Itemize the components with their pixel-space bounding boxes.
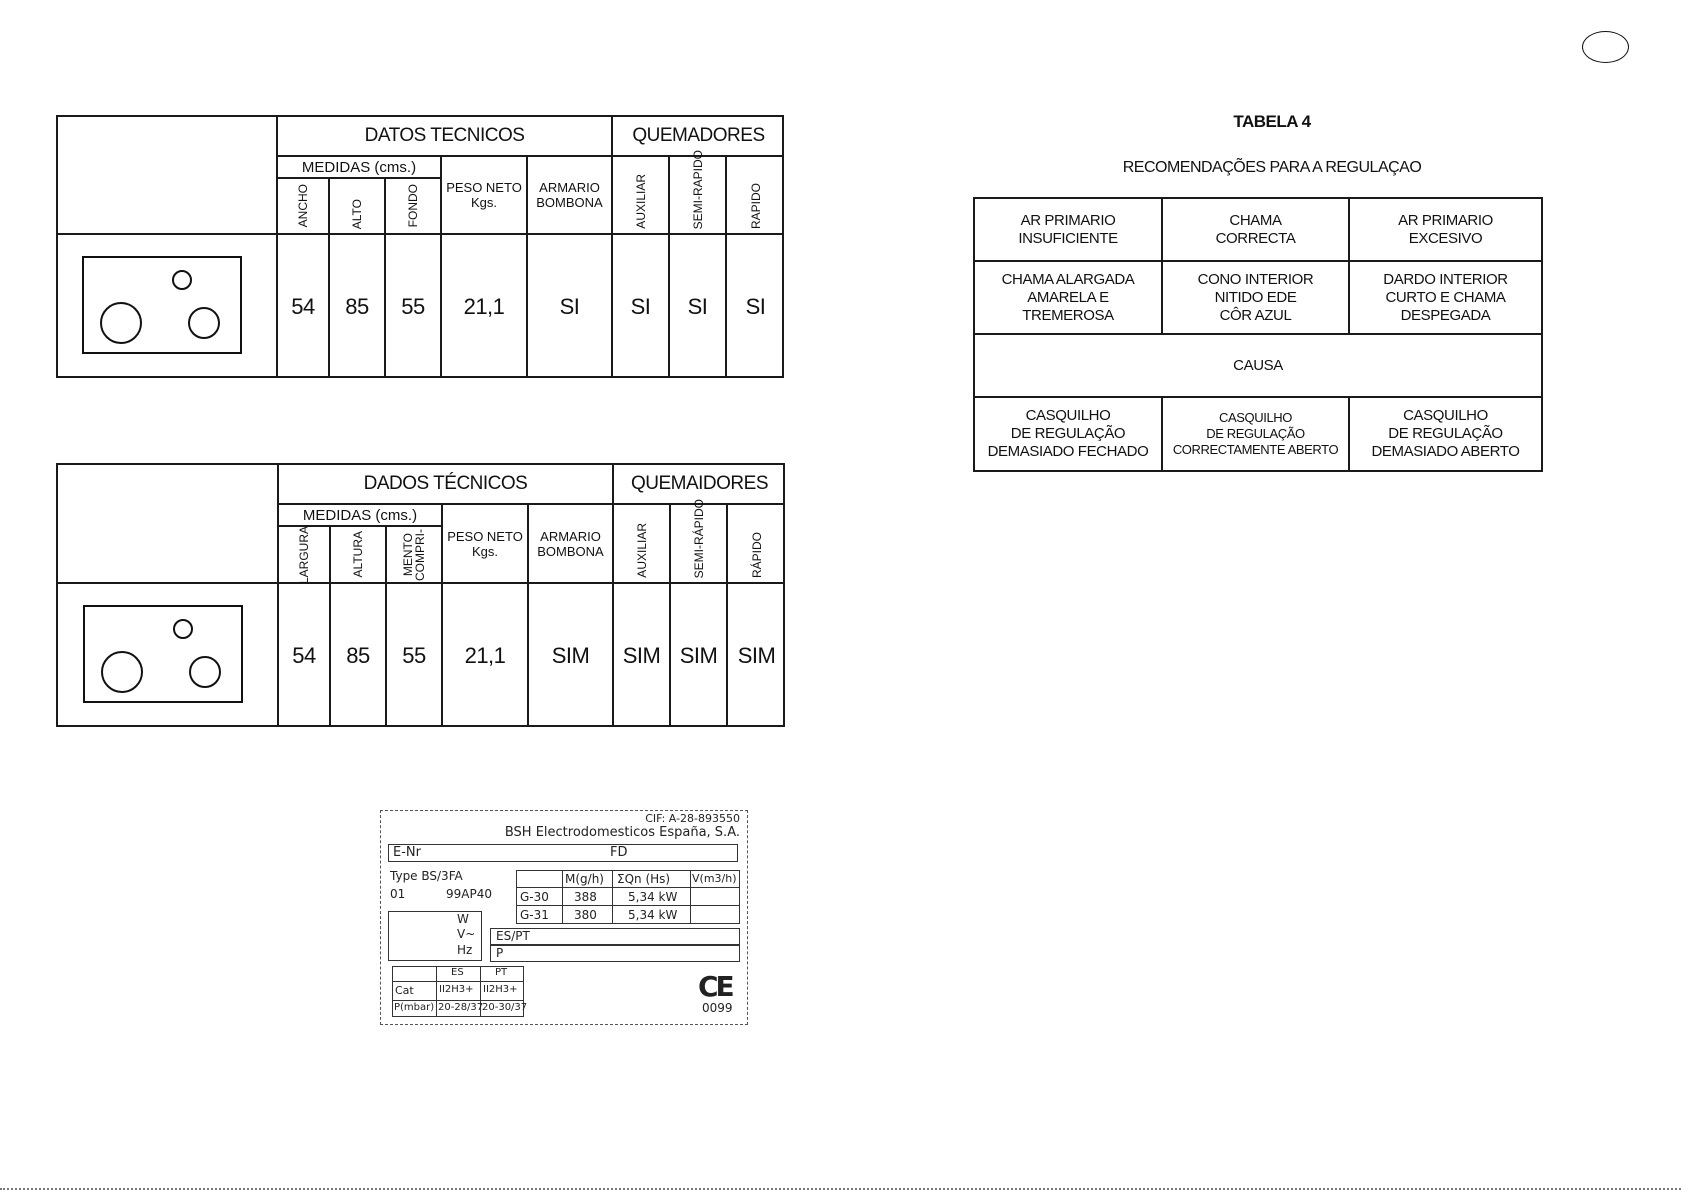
value-armario-pt: SIM xyxy=(551,642,590,668)
cell-casquilho-correcto xyxy=(1163,398,1348,470)
col-peso-unit: Kgs. xyxy=(470,195,497,210)
plate-pmbar: P(mbar) xyxy=(394,1002,435,1013)
col-semi-rapido-pt: SEMI-RÁPIDO xyxy=(691,498,706,578)
plate-espt: ES/PT xyxy=(496,929,530,943)
cell-chama-alargada xyxy=(975,262,1161,333)
col-bombona: BOMBONA xyxy=(536,195,603,210)
plate-es: ES xyxy=(451,967,464,978)
header-quemadores: QUEMADORES xyxy=(632,125,765,146)
burner-auxiliar-icon xyxy=(173,271,191,289)
header-datos-tecnicos: DATOS TECNICOS xyxy=(364,125,525,146)
spec-table-es xyxy=(56,115,784,378)
tabela4-subtitle: RECOMENDAÇÕES PARA A REGULAÇAO xyxy=(1122,159,1422,176)
cell-line: CONO INTERIOR xyxy=(1197,270,1314,288)
plate-cif: CIF: A-28-893550 xyxy=(645,812,740,825)
cell-dardo-interior xyxy=(1350,262,1541,333)
col-comprimento-a: MENTO xyxy=(401,532,415,577)
hob-diagram-pt xyxy=(83,605,243,703)
value-auxiliar-pt: SIM xyxy=(622,642,661,668)
value-altura: 85 xyxy=(346,642,370,668)
cell-causa: CAUSA xyxy=(1233,356,1283,374)
cell-casquilho-fechado xyxy=(975,398,1161,470)
plate-cat-es: II2H3+ xyxy=(439,984,474,995)
cell-line: DE REGULAÇÃO xyxy=(1388,425,1503,442)
plate-col-m: M(g/h) xyxy=(565,872,604,886)
cell-line: AR PRIMARIO xyxy=(1398,211,1493,229)
tabela4-title: TABELA 4 xyxy=(1233,112,1311,131)
cell-cono-interior xyxy=(1163,262,1348,333)
plate-gas2-m: 380 xyxy=(574,908,597,922)
value-auxiliar: SI xyxy=(630,293,651,319)
col-rapido-pt: RÁPIDO xyxy=(749,531,764,578)
burner-rapido-icon xyxy=(101,303,141,343)
cell-ar-insuficiente xyxy=(975,199,1161,260)
plate-pt: PT xyxy=(495,967,508,978)
col-comprimento-b: COMPRI- xyxy=(413,528,427,581)
header-medidas-pt: MEDIDAS (cms.) xyxy=(302,506,418,524)
value-fondo: 55 xyxy=(401,293,425,319)
plate-w: W xyxy=(457,912,469,926)
cell-line: DEMASIADO FECHADO xyxy=(987,443,1149,460)
value-peso: 21,1 xyxy=(463,293,505,319)
plate-cat-pt: II2H3+ xyxy=(483,984,518,995)
cell-line: TREMEROSA xyxy=(1022,306,1114,324)
ce-mark-icon: CE xyxy=(698,970,732,1003)
header-dados-tecnicos: DADOS TÉCNICOS xyxy=(363,473,528,494)
cell-line: AMARELA E xyxy=(1027,288,1109,306)
plate-v: V~ xyxy=(457,927,476,941)
hob-diagram xyxy=(82,256,242,354)
cell-line: INSUFICIENTE xyxy=(1018,229,1118,247)
header-medidas: MEDIDAS (cms.) xyxy=(301,158,417,176)
plate-gas1-m: 388 xyxy=(574,890,597,904)
plate-company: BSH Electrodomesticos España, S.A. xyxy=(504,825,740,840)
cell-chama-correcta xyxy=(1163,199,1348,260)
plate-gas-table xyxy=(516,870,740,924)
col-altura: ALTURA xyxy=(351,531,365,578)
cell-line: CÔR AZUL xyxy=(1219,306,1292,324)
value-armario: SI xyxy=(559,293,580,319)
burner-semirapido-icon xyxy=(189,308,219,338)
value-rapido: SI xyxy=(745,293,766,319)
col-peso-unit-pt: Kgs. xyxy=(471,543,498,559)
plate-col-q: ΣQn (Hs) xyxy=(617,872,671,886)
page-number-badge xyxy=(1582,31,1629,63)
burner-semirapido-icon xyxy=(190,657,220,687)
plate-gas2-q: 5,34 kW xyxy=(628,908,678,922)
cell-line: CURTO E CHAMA xyxy=(1385,288,1506,306)
tabela4-table xyxy=(973,197,1543,472)
col-fondo: FONDO xyxy=(406,184,420,228)
col-rapido: RAPIDO xyxy=(748,182,763,229)
cell-line: CHAMA xyxy=(1229,211,1282,229)
col-largura: LARGURA xyxy=(297,525,311,584)
cell-line: DARDO INTERIOR xyxy=(1383,270,1508,288)
cell-line: CORRECTA xyxy=(1215,229,1296,247)
col-semi-rapido: SEMI-RAPIDO xyxy=(690,149,705,229)
col-auxiliar-pt: AUXILIAR xyxy=(634,523,649,578)
value-semi-rapido: SI xyxy=(687,293,708,319)
page-bottom-edge xyxy=(0,1188,1681,1190)
plate-ce-number: 0099 xyxy=(702,1001,733,1015)
plate-type: Type BS/3FA xyxy=(390,869,463,883)
cell-line: EXCESIVO xyxy=(1408,229,1483,247)
plate-cat: Cat xyxy=(395,984,414,997)
burner-rapido-icon xyxy=(102,652,142,692)
cell-line: AR PRIMARIO xyxy=(1020,211,1116,229)
plate-gas1: G-30 xyxy=(520,890,549,904)
plate-enr: E-Nr xyxy=(393,845,421,860)
col-peso-neto-pt: PESO NETO xyxy=(447,528,523,544)
value-alto: 85 xyxy=(345,293,369,319)
value-comprimento: 55 xyxy=(402,642,426,668)
spec-table-pt xyxy=(56,463,785,727)
burner-auxiliar-icon xyxy=(174,620,192,638)
cell-line: DEMASIADO ABERTO xyxy=(1371,443,1520,460)
rating-plate xyxy=(380,810,748,1025)
plate-p-pt: 20-30/37 xyxy=(482,1002,528,1013)
cell-line: CASQUILHO xyxy=(1403,407,1488,424)
plate-col-v: V(m3/h) xyxy=(692,872,737,885)
cell-line: CASQUILHO xyxy=(1219,410,1292,425)
col-bombona-pt: BOMBONA xyxy=(537,543,604,559)
value-peso-pt: 21,1 xyxy=(464,642,506,668)
col-ancho: ANCHO xyxy=(296,184,310,228)
plate-gas2: G-31 xyxy=(520,908,549,922)
cell-line: DESPEGADA xyxy=(1400,306,1491,324)
cell-line: DE REGULAÇÃO xyxy=(1010,425,1126,442)
plate-model-left: 01 xyxy=(390,887,406,901)
cell-line: DE REGULAÇÃO xyxy=(1206,426,1305,441)
col-alto: ALTO xyxy=(350,198,364,229)
col-auxiliar: AUXILIAR xyxy=(633,174,648,229)
cell-line: NITIDO EDE xyxy=(1214,288,1297,306)
cell-line: CHAMA ALARGADA xyxy=(1001,270,1135,288)
header-quemaidores: QUEMAIDORES xyxy=(630,473,769,494)
value-ancho: 54 xyxy=(291,293,315,319)
col-armario: ARMARIO xyxy=(539,180,600,195)
value-rapido-pt: SIM xyxy=(737,642,776,668)
cell-line: CORRECTAMENTE ABERTO xyxy=(1172,442,1339,457)
plate-gas1-q: 5,34 kW xyxy=(628,890,678,904)
col-armario-pt: ARMARIO xyxy=(540,528,601,544)
col-peso-neto: PESO NETO xyxy=(446,180,522,195)
plate-model-right: 99AP40 xyxy=(446,887,492,901)
cell-casquilho-aberto xyxy=(1350,398,1541,470)
plate-category-table xyxy=(392,966,528,1017)
plate-p: P xyxy=(496,946,504,960)
value-semi-rapido-pt: SIM xyxy=(679,642,718,668)
cell-ar-excesivo xyxy=(1350,199,1541,260)
plate-p-es: 20-28/37 xyxy=(438,1002,484,1013)
plate-fd: FD xyxy=(610,845,628,860)
plate-hz: Hz xyxy=(457,943,473,957)
value-largura: 54 xyxy=(292,642,316,668)
cell-line: CASQUILHO xyxy=(1025,407,1111,424)
